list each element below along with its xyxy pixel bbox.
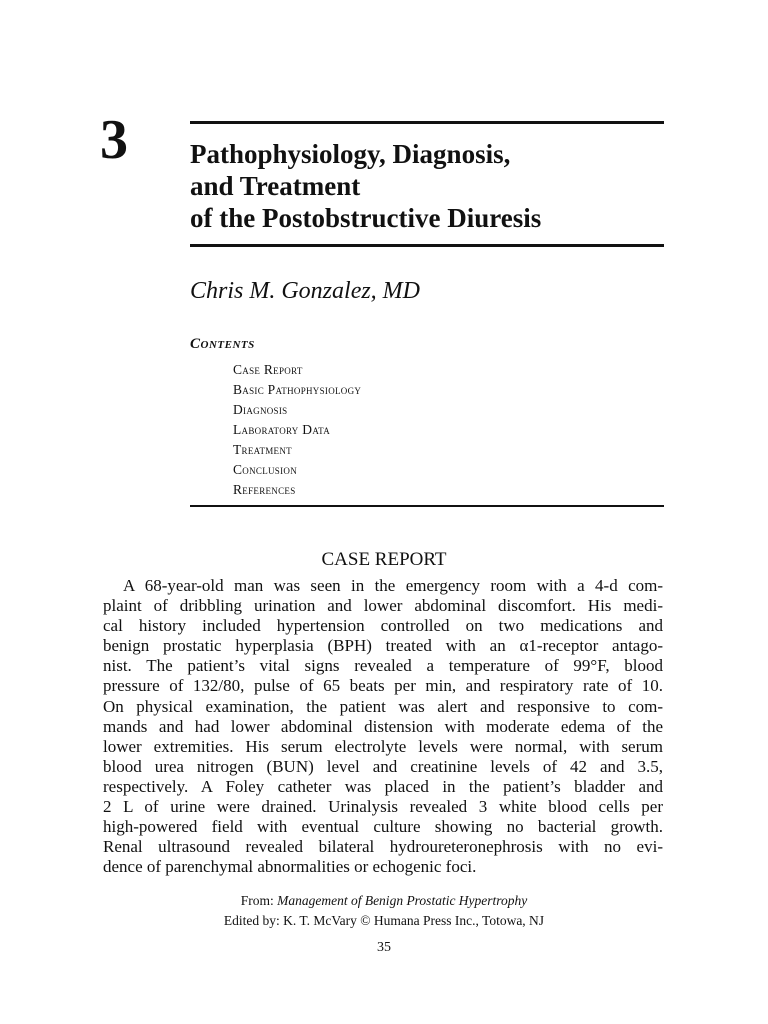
paragraph-line: A 68-year-old man was seen in the emergency room with a 4-d com- <box>123 576 663 595</box>
contents-item-diagnosis: Diagnosis <box>233 402 288 417</box>
paragraph-line: pressure of 132/80, pulse of 65 beats per min, and respiratory rate of 10. <box>103 676 663 696</box>
paragraph-line: respectively. A Foley catheter was placed in the patient’s bladder and <box>103 776 663 796</box>
title-bottom-rule <box>190 244 664 247</box>
section-heading: CASE REPORT <box>321 549 447 570</box>
paragraph-line: 2 L of urine were drained. Urinalysis revealed 3 white blood cells per <box>103 797 663 817</box>
contents-item-conclusion: Conclusion <box>233 462 298 477</box>
page-number: 35 <box>377 940 391 955</box>
source-edited-line: Edited by: K. T. McVary © Humana Press Inc., Totowa, NJ <box>223 913 545 928</box>
chapter-title-line: and Treatment <box>190 171 361 201</box>
paragraph-line: high-powered field with eventual culture showing no bacterial growth. <box>103 817 663 837</box>
chapter-title-line: Pathophysiology, Diagnosis, <box>190 139 511 169</box>
paragraph-line: dence of parenchymal abnormalities or echogenic foci. <box>103 857 477 877</box>
contents-bottom-rule <box>190 505 664 507</box>
contents-item-references: References <box>233 482 296 497</box>
paragraph-line: plaint of dribbling urination and lower abdominal discomfort. His medi- <box>103 596 663 616</box>
paragraph-line: blood urea nitrogen (BUN) level and creatinine levels of 42 and 3.5, <box>103 756 663 776</box>
contents-item-treatment: Treatment <box>233 442 292 457</box>
case-report-paragraph <box>103 576 663 877</box>
source-from-label: From: <box>240 893 278 908</box>
chapter-number: 3 <box>100 109 128 171</box>
source-note <box>0 891 768 931</box>
paragraph-line: lower extremities. His serum electrolyte levels were normal, with serum <box>103 736 663 756</box>
paragraph-line: cal history included hypertension controlled on two medications and <box>103 616 663 636</box>
source-from-line <box>0 891 768 911</box>
chapter-author: Chris M. Gonzalez, MD <box>190 278 421 304</box>
paragraph-line: Renal ultrasound revealed bilateral hydroureteronephrosis with no evi- <box>103 837 663 857</box>
contents-list <box>233 360 361 500</box>
contents-item-case-report: Case Report <box>233 362 303 377</box>
contents-item-laboratory-data: Laboratory Data <box>233 422 330 437</box>
chapter-title-line: of the Postobstructive Diuresis <box>190 203 542 233</box>
paragraph-line: mands and had lower abdominal distension with moderate edema of the <box>103 716 663 736</box>
paragraph-line: On physical examination, the patient was alert and responsive to com- <box>103 696 663 716</box>
contents-heading: Contents <box>190 336 255 352</box>
chapter-title <box>190 138 541 234</box>
paragraph-line: benign prostatic hyperplasia (BPH) treated with an α1-receptor antago- <box>103 636 663 656</box>
title-top-rule <box>190 121 664 124</box>
contents-item-basic-pathophysiology: Basic Pathophysiology <box>233 382 362 397</box>
source-book-title: Management of Benign Prostatic Hypertrophy <box>277 893 528 908</box>
paragraph-line: nist. The patient’s vital signs revealed a temperature of 99°F, blood <box>103 656 663 676</box>
